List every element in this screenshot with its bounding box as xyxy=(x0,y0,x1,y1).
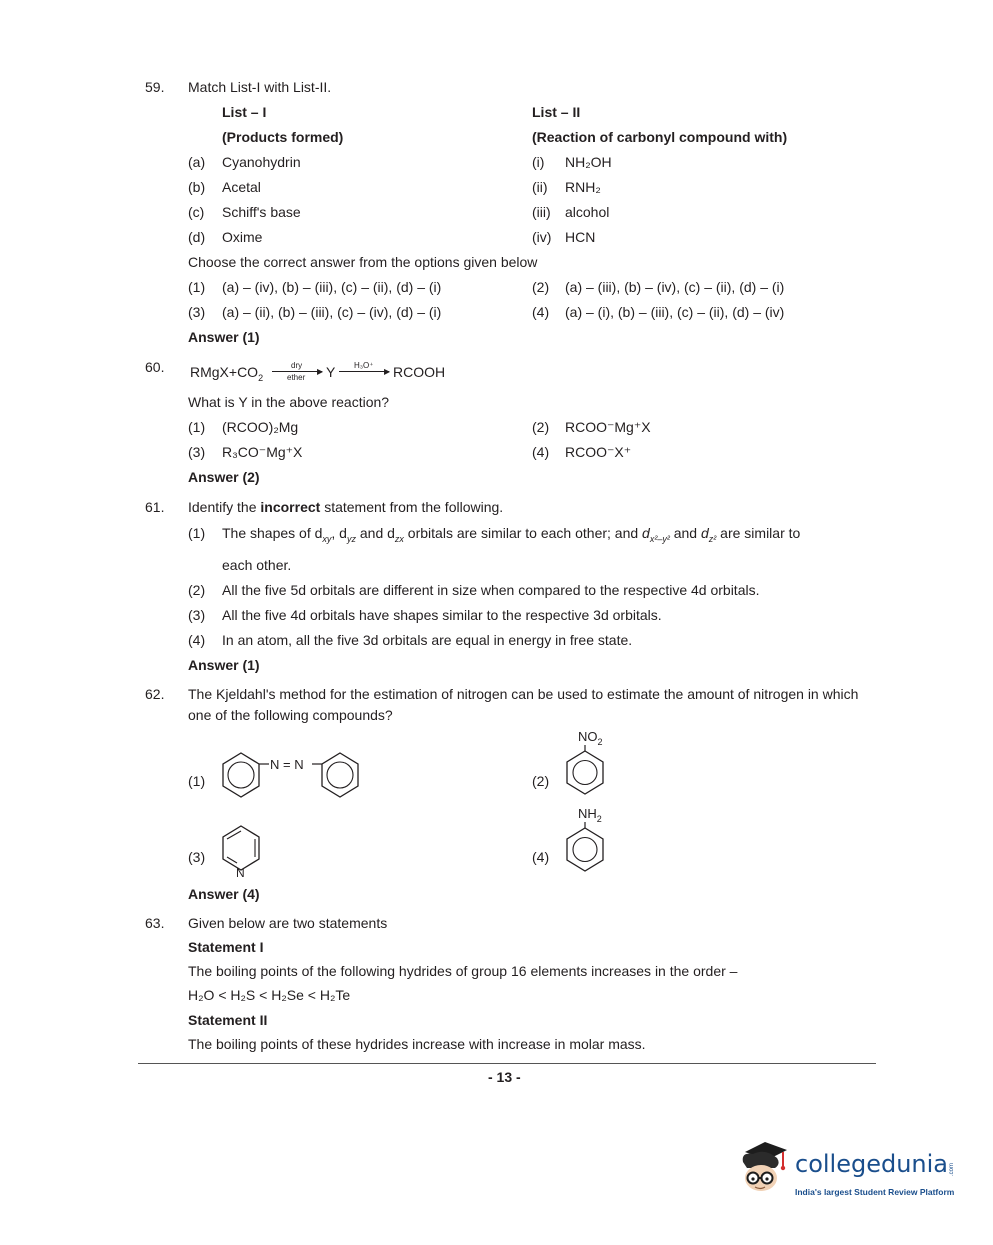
option-key: (2) xyxy=(188,582,206,598)
arrow-2-top-label: H₃O⁺ xyxy=(354,361,374,370)
list-2-key: (iii) xyxy=(532,204,551,220)
mascot-icon xyxy=(735,1138,793,1200)
option-text: RCOO⁻Mg⁺X xyxy=(565,419,651,435)
list-2-item: NH₂OH xyxy=(565,154,612,170)
list-1-key: (b) xyxy=(188,179,206,195)
option-key: (1) xyxy=(188,525,206,541)
answer-59: Answer (1) xyxy=(188,329,260,345)
option-text: (a) – (i), (b) – (iii), (c) – (ii), (d) – (iv) xyxy=(565,304,785,320)
question-59-number: 59. xyxy=(145,79,165,95)
list-1-item: Cyanohydrin xyxy=(222,154,301,170)
statement-2-title: Statement II xyxy=(188,1012,268,1028)
arrow-1-top-label: dry xyxy=(291,361,303,370)
question-63-stem: Given below are two statements xyxy=(188,915,388,931)
question-61-number: 61. xyxy=(145,499,165,515)
svg-text:NH2: $NH_2$ xyxy=(578,806,602,824)
question-61-stem: Identify the incorrect statement from the following. xyxy=(188,499,504,515)
option-text: (a) – (iv), (b) – (iii), (c) – (ii), (d) – (i) xyxy=(222,279,442,295)
azo-label: N = N xyxy=(270,757,304,772)
logo-wordmark: collegedunia xyxy=(795,1150,949,1178)
list-2-title: List – II xyxy=(532,104,581,120)
option-key: (3) xyxy=(188,849,206,865)
list-1-item: Schiff's base xyxy=(222,204,301,220)
question-59-stem: Match List-I with List-II. xyxy=(188,79,332,95)
list-2-key: (iv) xyxy=(532,229,552,245)
option-key: (1) xyxy=(188,279,206,295)
option-text: All the five 5d orbitals are different in size when compared to the respective 4d orbitals. xyxy=(222,582,760,598)
option-key: (2) xyxy=(532,419,550,435)
option-key: (1) xyxy=(188,773,206,789)
option-text: The shapes of $d_{xy}$, $d_{yz}$ and $d_{zx}$ orbitals are similar to each other; and $d_{x^2-y^2}$ and $d_{z^2}$ are similar to xyxy=(222,525,801,544)
list-2-subtitle: (Reaction of carbonyl compound with) xyxy=(532,129,788,145)
option-text-continued: each other. xyxy=(222,557,292,573)
option-text: RCOO⁻X⁺ xyxy=(565,444,632,460)
option-text: R₃CO⁻Mg⁺X xyxy=(222,444,303,460)
option-key: (4) xyxy=(532,304,550,320)
arrow-1-bottom-label: ether xyxy=(287,373,306,382)
option-key: (3) xyxy=(188,444,206,460)
intermediate-y: Y xyxy=(326,364,336,380)
reactant: $RMgX+CO_2$ xyxy=(190,364,264,383)
statement-1-line-1: The boiling points of the following hydrides of group 16 elements increases in the order – xyxy=(188,963,738,979)
answer-60: Answer (2) xyxy=(188,469,260,485)
statement-2-text: The boiling points of these hydrides increase with increase in molar mass. xyxy=(188,1036,646,1052)
arrow-head-icon: ▶ xyxy=(317,367,324,376)
choose-instruction: Choose the correct answer from the options given below xyxy=(188,254,538,270)
question-63-number: 63. xyxy=(145,915,165,931)
list-2-item: alcohol xyxy=(565,204,610,220)
list-1-subtitle: (Products formed) xyxy=(222,129,344,145)
option-text: (a) – (iii), (b) – (iv), (c) – (ii), (d) – (i) xyxy=(565,279,785,295)
list-1-key: (c) xyxy=(188,204,205,220)
pyridine-n-atom: N xyxy=(236,866,245,880)
statement-1-line-2: H₂O < H₂S < H₂Se < H₂Te xyxy=(188,987,351,1003)
option-text: In an atom, all the five 3d orbitals are equal in energy in free state. xyxy=(222,632,633,648)
reaction-arrow-1 xyxy=(272,371,322,372)
question-62-line-1: The Kjeldahl's method for the estimation of nitrogen can be used to estimate the amount of nitrogen in which xyxy=(188,686,859,702)
nitrobenzene-structure xyxy=(560,727,630,797)
question-60-text: What is Y in the above reaction? xyxy=(188,394,390,410)
option-key: (4) xyxy=(532,444,550,460)
option-key: (2) xyxy=(532,279,550,295)
list-1-title: List – I xyxy=(222,104,267,120)
list-2-item: RNH₂ xyxy=(565,179,601,195)
question-62-line-2: one of the following compounds? xyxy=(188,707,393,723)
list-1-key: (a) xyxy=(188,154,206,170)
statement-1-title: Statement I xyxy=(188,939,264,955)
question-60-number: 60. xyxy=(145,359,165,375)
option-text: (RCOO)₂Mg xyxy=(222,419,299,435)
answer-62: Answer (4) xyxy=(188,886,260,902)
list-2-key: (ii) xyxy=(532,179,548,195)
option-text: All the five 4d orbitals have shapes similar to the respective 3d orbitals. xyxy=(222,607,662,623)
list-2-item: HCN xyxy=(565,229,596,245)
option-key: (4) xyxy=(188,632,206,648)
logo-domain-suffix: .com xyxy=(949,1163,955,1177)
footer-divider xyxy=(138,1063,876,1064)
option-key: (4) xyxy=(532,849,550,865)
option-key: (3) xyxy=(188,304,206,320)
logo-tagline: India's largest Student Review Platform xyxy=(795,1187,955,1197)
list-1-item: Oxime xyxy=(222,229,263,245)
list-1-item: Acetal xyxy=(222,179,261,195)
answer-61: Answer (1) xyxy=(188,657,260,673)
option-text: (a) – (ii), (b) – (iii), (c) – (iv), (d) – (i) xyxy=(222,304,442,320)
arrow-head-icon: ▶ xyxy=(384,367,391,376)
list-2-key: (i) xyxy=(532,154,545,170)
page-number: - 13 - xyxy=(488,1069,521,1085)
product: RCOOH xyxy=(393,364,446,380)
azobenzene-structure xyxy=(215,748,375,808)
pyridine-structure xyxy=(215,823,275,878)
question-62-number: 62. xyxy=(145,686,165,702)
option-key: (1) xyxy=(188,419,206,435)
svg-text:NO2: $NO_2$ xyxy=(578,729,603,747)
list-1-key: (d) xyxy=(188,229,206,245)
aniline-structure xyxy=(560,804,630,874)
reaction-arrow-2 xyxy=(339,371,389,372)
option-key: (2) xyxy=(532,773,550,789)
option-key: (3) xyxy=(188,607,206,623)
